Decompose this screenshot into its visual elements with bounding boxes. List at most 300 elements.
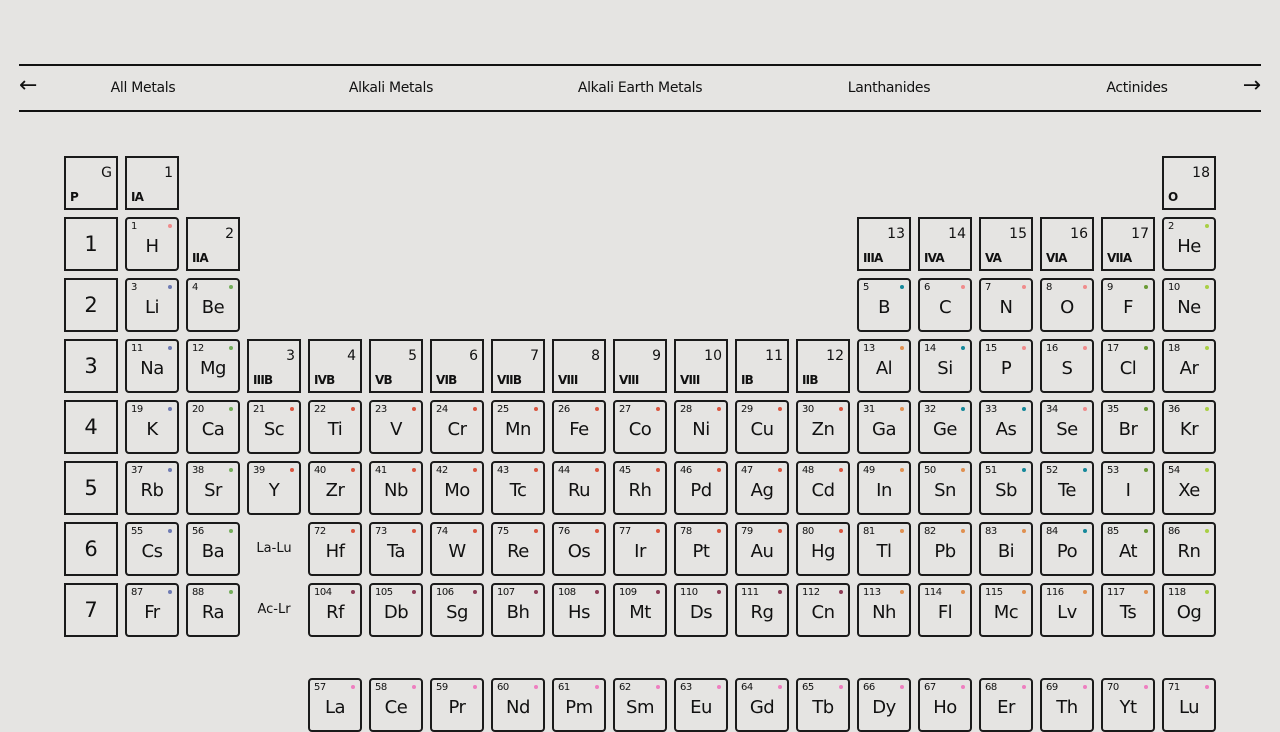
atomic-number: 82 <box>924 526 936 537</box>
group-number: 16 <box>1070 226 1088 242</box>
category-dot-icon <box>473 685 477 689</box>
element-ne[interactable] <box>1162 278 1216 332</box>
category-dot-icon <box>717 590 721 594</box>
element-ho[interactable] <box>918 678 972 732</box>
atomic-number: 28 <box>680 404 692 415</box>
atomic-number: 115 <box>985 587 1003 598</box>
atomic-number: 24 <box>436 404 448 415</box>
group-label: O <box>1168 190 1178 204</box>
element-symbol: Tb <box>812 697 834 718</box>
atomic-number: 59 <box>436 682 448 693</box>
atomic-number: 64 <box>741 682 753 693</box>
group-header-13 <box>857 217 911 271</box>
element-at[interactable] <box>1101 522 1155 576</box>
category-dot-icon <box>839 407 843 411</box>
element-in[interactable] <box>857 461 911 515</box>
element-mn[interactable] <box>491 400 545 454</box>
category-dot-icon <box>839 529 843 533</box>
element-zn[interactable] <box>796 400 850 454</box>
element-au[interactable] <box>735 522 789 576</box>
period-number: 4 <box>84 415 98 439</box>
element-symbol: Nd <box>506 697 530 718</box>
element-symbol: Ds <box>689 602 713 623</box>
element-symbol: Cn <box>811 602 835 623</box>
tab-alkali-metals[interactable]: Alkali Metals <box>348 80 434 96</box>
element-symbol: Re <box>507 541 529 562</box>
element-symbol: O <box>1060 297 1074 318</box>
atomic-number: 21 <box>253 404 265 415</box>
category-dot-icon <box>656 685 660 689</box>
atomic-number: 16 <box>1046 343 1058 354</box>
element-symbol: Hs <box>568 602 590 623</box>
element-te[interactable] <box>1040 461 1094 515</box>
group-number: 5 <box>408 348 417 364</box>
element-symbol: Lu <box>1178 697 1200 718</box>
element-mo[interactable] <box>430 461 484 515</box>
atomic-number: 55 <box>131 526 143 537</box>
element-symbol: Fl <box>937 602 953 623</box>
element-dy[interactable] <box>857 678 911 732</box>
element-ce[interactable] <box>369 678 423 732</box>
element-mc[interactable] <box>979 583 1033 637</box>
category-dot-icon <box>717 468 721 472</box>
element-symbol: Ni <box>692 419 710 440</box>
element-gd[interactable] <box>735 678 789 732</box>
element-tl[interactable] <box>857 522 911 576</box>
category-dot-icon <box>290 468 294 472</box>
atomic-number: 73 <box>375 526 387 537</box>
group-header-6 <box>430 339 484 393</box>
element-symbol: Mg <box>200 358 226 379</box>
element-th[interactable] <box>1040 678 1094 732</box>
tab-lanthanides[interactable]: Lanthanides <box>847 80 931 96</box>
group-number: 12 <box>826 348 844 364</box>
element-ru[interactable] <box>552 461 606 515</box>
element-ag[interactable] <box>735 461 789 515</box>
category-dot-icon <box>1022 407 1026 411</box>
category-dot-icon <box>229 346 233 350</box>
category-dot-icon <box>1144 346 1148 350</box>
category-dot-icon <box>656 529 660 533</box>
element-db[interactable] <box>369 583 423 637</box>
element-symbol: Ne <box>1177 297 1201 318</box>
element-ra[interactable] <box>186 583 240 637</box>
element-ba[interactable] <box>186 522 240 576</box>
category-dot-icon <box>1022 590 1026 594</box>
element-fl[interactable] <box>918 583 972 637</box>
atomic-number: 67 <box>924 682 936 693</box>
element-symbol: Si <box>937 358 953 379</box>
period-header-6 <box>64 522 118 576</box>
element-symbol: Mc <box>993 602 1019 623</box>
atomic-number: 71 <box>1168 682 1180 693</box>
element-v[interactable] <box>369 400 423 454</box>
element-si[interactable] <box>918 339 972 393</box>
element-symbol: Xe <box>1178 480 1200 501</box>
group-number: 3 <box>286 348 295 364</box>
tab-alkali-earth-metals[interactable]: Alkali Earth Metals <box>577 80 703 96</box>
element-cn[interactable] <box>796 583 850 637</box>
element-al[interactable] <box>857 339 911 393</box>
category-dot-icon <box>1022 346 1026 350</box>
category-dot-icon <box>351 407 355 411</box>
group-label: IVB <box>314 373 335 387</box>
element-symbol: Lv <box>1057 602 1077 623</box>
element-symbol: N <box>999 297 1013 318</box>
element-k[interactable] <box>125 400 179 454</box>
element-sg[interactable] <box>430 583 484 637</box>
period-legend-label: P <box>70 190 78 204</box>
period-number: 6 <box>84 537 98 561</box>
element-sc[interactable] <box>247 400 301 454</box>
element-n[interactable] <box>979 278 1033 332</box>
element-rn[interactable] <box>1162 522 1216 576</box>
atomic-number: 48 <box>802 465 814 476</box>
element-i[interactable] <box>1101 461 1155 515</box>
element-cr[interactable] <box>430 400 484 454</box>
element-symbol: Zr <box>325 480 345 501</box>
atomic-number: 68 <box>985 682 997 693</box>
period-number: 2 <box>84 293 98 317</box>
element-p[interactable] <box>979 339 1033 393</box>
element-nb[interactable] <box>369 461 423 515</box>
group-header-5 <box>369 339 423 393</box>
element-er[interactable] <box>979 678 1033 732</box>
category-dot-icon <box>595 529 599 533</box>
category-dot-icon <box>778 407 782 411</box>
element-symbol: C <box>938 297 952 318</box>
element-y[interactable] <box>247 461 301 515</box>
category-dot-icon <box>473 529 477 533</box>
element-ca[interactable] <box>186 400 240 454</box>
category-dot-icon <box>961 685 965 689</box>
atomic-number: 53 <box>1107 465 1119 476</box>
element-br[interactable] <box>1101 400 1155 454</box>
category-dot-icon <box>717 407 721 411</box>
element-ge[interactable] <box>918 400 972 454</box>
category-dot-icon <box>351 468 355 472</box>
element-pr[interactable] <box>430 678 484 732</box>
category-dot-icon <box>534 407 538 411</box>
group-label: VIIB <box>497 373 522 387</box>
category-dot-icon <box>961 346 965 350</box>
element-symbol: Gd <box>749 697 775 718</box>
element-symbol: Tl <box>876 541 892 562</box>
element-symbol: Ta <box>386 541 406 562</box>
element-ga[interactable] <box>857 400 911 454</box>
category-dot-icon <box>473 590 477 594</box>
category-dot-icon <box>961 407 965 411</box>
element-symbol: Sr <box>204 480 222 501</box>
element-ds[interactable] <box>674 583 728 637</box>
element-symbol: Br <box>1118 419 1138 440</box>
element-symbol: Os <box>567 541 591 562</box>
element-symbol: Cl <box>1119 358 1137 379</box>
group-label: VIA <box>1046 251 1067 265</box>
element-symbol: Hf <box>325 541 345 562</box>
group-label: IIIB <box>253 373 273 387</box>
atomic-number: 19 <box>131 404 143 415</box>
atomic-number: 39 <box>253 465 265 476</box>
element-symbol: Tc <box>509 480 527 501</box>
element-sm[interactable] <box>613 678 667 732</box>
atomic-number: 75 <box>497 526 509 537</box>
lanthanide-range-label: La-Lu <box>256 541 292 556</box>
element-nd[interactable] <box>491 678 545 732</box>
group-legend-label: G <box>101 165 112 181</box>
atomic-number: 34 <box>1046 404 1058 415</box>
element-ta[interactable] <box>369 522 423 576</box>
element-symbol: Ti <box>327 419 343 440</box>
element-symbol: Rn <box>1177 541 1201 562</box>
atomic-number: 83 <box>985 526 997 537</box>
group-number: 14 <box>948 226 966 242</box>
element-symbol: Bi <box>997 541 1015 562</box>
group-number: 11 <box>765 348 783 364</box>
group-label: IA <box>131 190 144 204</box>
category-dot-icon <box>1144 685 1148 689</box>
element-hf[interactable] <box>308 522 362 576</box>
category-dot-icon <box>961 590 965 594</box>
element-ts[interactable] <box>1101 583 1155 637</box>
tab-all-metals[interactable]: All Metals <box>110 80 176 96</box>
category-dot-icon <box>534 590 538 594</box>
category-dot-icon <box>1083 685 1087 689</box>
atomic-number: 23 <box>375 404 387 415</box>
element-ni[interactable] <box>674 400 728 454</box>
element-symbol: Ca <box>201 419 225 440</box>
element-sn[interactable] <box>918 461 972 515</box>
atomic-number: 56 <box>192 526 204 537</box>
element-he[interactable] <box>1162 217 1216 271</box>
element-pt[interactable] <box>674 522 728 576</box>
group-label: IB <box>741 373 754 387</box>
group-number: 6 <box>469 348 478 364</box>
element-symbol: Yt <box>1119 697 1137 718</box>
element-se[interactable] <box>1040 400 1094 454</box>
element-na[interactable] <box>125 339 179 393</box>
element-kr[interactable] <box>1162 400 1216 454</box>
atomic-number: 17 <box>1107 343 1119 354</box>
element-co[interactable] <box>613 400 667 454</box>
atomic-number: 46 <box>680 465 692 476</box>
element-symbol: Te <box>1057 480 1076 501</box>
category-nav <box>19 64 1261 112</box>
period-header-5 <box>64 461 118 515</box>
category-dot-icon <box>1144 468 1148 472</box>
category-dot-icon <box>168 407 172 411</box>
group-number: 8 <box>591 348 600 364</box>
atomic-number: 112 <box>802 587 820 598</box>
element-sb[interactable] <box>979 461 1033 515</box>
element-symbol: Po <box>1056 541 1078 562</box>
element-rf[interactable] <box>308 583 362 637</box>
element-cu[interactable] <box>735 400 789 454</box>
group-label: IIA <box>192 251 208 265</box>
atomic-number: 36 <box>1168 404 1180 415</box>
element-fe[interactable] <box>552 400 606 454</box>
element-symbol: La <box>324 697 346 718</box>
element-s[interactable] <box>1040 339 1094 393</box>
element-fr[interactable] <box>125 583 179 637</box>
element-symbol: Bh <box>506 602 530 623</box>
element-ar[interactable] <box>1162 339 1216 393</box>
element-symbol: Li <box>144 297 160 318</box>
element-cl[interactable] <box>1101 339 1155 393</box>
element-ti[interactable] <box>308 400 362 454</box>
category-dot-icon <box>900 529 904 533</box>
category-dot-icon <box>717 529 721 533</box>
element-mt[interactable] <box>613 583 667 637</box>
arrow-right-icon[interactable]: → <box>1242 73 1261 98</box>
element-eu[interactable] <box>674 678 728 732</box>
category-dot-icon <box>1083 590 1087 594</box>
element-yt[interactable] <box>1101 678 1155 732</box>
element-pb[interactable] <box>918 522 972 576</box>
element-symbol: F <box>1123 297 1133 318</box>
atomic-number: 4 <box>192 282 198 293</box>
group-label: VA <box>985 251 1002 265</box>
element-hg[interactable] <box>796 522 850 576</box>
element-be[interactable] <box>186 278 240 332</box>
atomic-number: 66 <box>863 682 875 693</box>
atomic-number: 77 <box>619 526 631 537</box>
element-h[interactable] <box>125 217 179 271</box>
atomic-number: 22 <box>314 404 326 415</box>
atomic-number: 30 <box>802 404 814 415</box>
element-po[interactable] <box>1040 522 1094 576</box>
element-symbol: Al <box>875 358 893 379</box>
element-og[interactable] <box>1162 583 1216 637</box>
element-mg[interactable] <box>186 339 240 393</box>
atomic-number: 106 <box>436 587 454 598</box>
element-symbol: Sc <box>263 419 285 440</box>
element-symbol: Cd <box>811 480 835 501</box>
element-symbol: S <box>1061 358 1073 379</box>
atomic-number: 118 <box>1168 587 1186 598</box>
element-bh[interactable] <box>491 583 545 637</box>
atomic-number: 116 <box>1046 587 1064 598</box>
element-symbol: Ba <box>201 541 225 562</box>
element-symbol: Cr <box>447 419 467 440</box>
category-dot-icon <box>229 529 233 533</box>
actinide-range-label: Ac-Lr <box>257 602 291 617</box>
category-dot-icon <box>412 468 416 472</box>
atomic-number: 32 <box>924 404 936 415</box>
element-li[interactable] <box>125 278 179 332</box>
element-cd[interactable] <box>796 461 850 515</box>
element-os[interactable] <box>552 522 606 576</box>
group-header-8 <box>552 339 606 393</box>
element-tb[interactable] <box>796 678 850 732</box>
category-dot-icon <box>595 468 599 472</box>
category-dot-icon <box>900 285 904 289</box>
element-sr[interactable] <box>186 461 240 515</box>
atomic-number: 31 <box>863 404 875 415</box>
group-header-14 <box>918 217 972 271</box>
group-label: IIIA <box>863 251 883 265</box>
element-symbol: Hg <box>811 541 835 562</box>
category-dot-icon <box>778 468 782 472</box>
element-nh[interactable] <box>857 583 911 637</box>
atomic-number: 70 <box>1107 682 1119 693</box>
atomic-number: 41 <box>375 465 387 476</box>
element-f[interactable] <box>1101 278 1155 332</box>
category-dot-icon <box>473 468 477 472</box>
category-dot-icon <box>717 685 721 689</box>
element-symbol: Nb <box>384 480 408 501</box>
element-symbol: Pm <box>565 697 593 718</box>
group-label: VIII <box>558 373 578 387</box>
atomic-number: 52 <box>1046 465 1058 476</box>
element-symbol: Zn <box>811 419 835 440</box>
element-bi[interactable] <box>979 522 1033 576</box>
category-dot-icon <box>595 685 599 689</box>
atomic-number: 87 <box>131 587 143 598</box>
category-dot-icon <box>534 529 538 533</box>
category-dot-icon <box>656 590 660 594</box>
atomic-number: 45 <box>619 465 631 476</box>
element-rh[interactable] <box>613 461 667 515</box>
atomic-number: 74 <box>436 526 448 537</box>
atomic-number: 88 <box>192 587 204 598</box>
atomic-number: 84 <box>1046 526 1058 537</box>
element-pm[interactable] <box>552 678 606 732</box>
element-xe[interactable] <box>1162 461 1216 515</box>
element-symbol: In <box>876 480 892 501</box>
category-dot-icon <box>1205 407 1209 411</box>
element-as[interactable] <box>979 400 1033 454</box>
element-c[interactable] <box>918 278 972 332</box>
element-rg[interactable] <box>735 583 789 637</box>
atomic-number: 14 <box>924 343 936 354</box>
arrow-left-icon[interactable]: ← <box>19 73 38 98</box>
element-symbol: Fe <box>569 419 589 440</box>
element-symbol: Ru <box>567 480 591 501</box>
group-label: IVA <box>924 251 944 265</box>
element-tc[interactable] <box>491 461 545 515</box>
group-header-2 <box>186 217 240 271</box>
category-dot-icon <box>1205 529 1209 533</box>
period-number: 7 <box>84 598 98 622</box>
category-dot-icon <box>351 529 355 533</box>
group-header-18 <box>1162 156 1216 210</box>
element-zr[interactable] <box>308 461 362 515</box>
element-symbol: Rb <box>140 480 164 501</box>
category-dot-icon <box>229 590 233 594</box>
element-rb[interactable] <box>125 461 179 515</box>
atomic-number: 44 <box>558 465 570 476</box>
element-w[interactable] <box>430 522 484 576</box>
tab-actinides[interactable]: Actinides <box>1106 80 1168 96</box>
period-header-4 <box>64 400 118 454</box>
element-re[interactable] <box>491 522 545 576</box>
element-symbol: Fr <box>144 602 160 623</box>
element-ir[interactable] <box>613 522 667 576</box>
category-dot-icon <box>1022 285 1026 289</box>
element-lv[interactable] <box>1040 583 1094 637</box>
element-cs[interactable] <box>125 522 179 576</box>
category-dot-icon <box>1144 285 1148 289</box>
element-hs[interactable] <box>552 583 606 637</box>
element-la[interactable] <box>308 678 362 732</box>
atomic-number: 38 <box>192 465 204 476</box>
atomic-number: 86 <box>1168 526 1180 537</box>
element-o[interactable] <box>1040 278 1094 332</box>
element-pd[interactable] <box>674 461 728 515</box>
element-b[interactable] <box>857 278 911 332</box>
element-lu[interactable] <box>1162 678 1216 732</box>
